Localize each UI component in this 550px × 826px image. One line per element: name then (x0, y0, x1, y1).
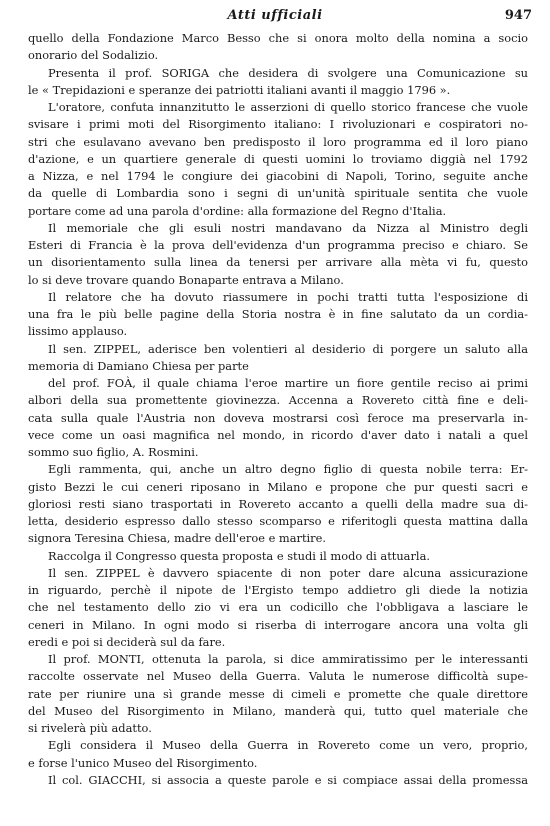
text-line: del prof. FOÀ, il quale chiama l'eroe martire un fiore gentile reciso ai primi (48, 376, 528, 390)
text-line: quello della Fondazione Marco Besso che si onora molto della nomina a socio (28, 31, 528, 45)
text-line: Egli rammenta, qui, anche un altro degno figlio di questa nobile terra: Er- (48, 462, 528, 477)
text-line: si rivelerà più adatto. (28, 721, 152, 735)
text-line: gloriosi resti siano trasportati in Rovereto accanto a quelli della madre sua di- (28, 496, 528, 511)
text-line: che nel testamento dello zio vi era un codicillo che l'obbligava a lasciare le (28, 600, 528, 615)
text-line: L'oratore, confuta innanzitutto le asserzioni di quello storico francese che vuole (48, 100, 528, 114)
text-line: sommo suo figlio, A. Rosmini. (28, 445, 199, 459)
text-line: stri che esulavano avevano ben predisposto il loro programma ed il loro piano (28, 134, 528, 149)
text-line: signora Teresina Chiesa, madre dell'eroe e martire. (28, 531, 326, 546)
text-line: letta, desiderio espresso dallo stesso scomparso e riferitogli questa mattina dalla (28, 514, 528, 528)
text-line: ceneri in Milano. In ogni modo si riserba di interrogare ancora una volta gli (28, 617, 528, 632)
text-line: da quelle di Lombardia sono i segni di un'unità spirituale sentita che vuole (28, 186, 528, 201)
text-line: Presenta il prof. SORIGA che desidera di svolgere una Comunicazione su (48, 65, 528, 80)
text-line: gisto Bezzi le cui ceneri riposano in Milano e propone che pur questi sacri e (28, 479, 528, 494)
text-line: una fra le più belle pagine della Storia nostra è in fine salutato da un cordia- (28, 307, 528, 321)
text-line: rate per riunire una sì grande messe di cimeli e promette che quale direttore (28, 686, 528, 701)
text-line: Il prof. MONTI, ottenuta la parola, si dice ammiratissimo per le interessanti (48, 652, 528, 666)
text-line: Il memoriale che gli esuli nostri mandavano da Nizza al Ministro degli (48, 220, 528, 235)
text-line: lo si deve trovare quando Bonaparte entrava a Milano. (28, 272, 344, 287)
text-line: vece come un oasi magnifica nel mondo, in ricordo d'aver dato i natali a quel (28, 427, 528, 442)
running-title: Atti ufficiali (227, 8, 323, 23)
text-line: un disorientamento sulla linea da tenersi per arrivare alla mèta vi fu, questo (28, 255, 528, 270)
text-line: Raccolga il Congresso questa proposta e studi il modo di attuarla. (48, 548, 430, 563)
text-line: memoria di Damiano Chiesa per parte (28, 358, 249, 373)
text-line: Il sen. ZIPPEL, aderisce ben volentieri al desiderio di porgere un saluto alla (48, 341, 528, 356)
text-line: eredi e poi si deciderà sul da fare. (28, 634, 226, 649)
text-line: portare come ad una parola d'ordine: alla formazione del Regno d'Italia. (28, 203, 447, 218)
text-line: cata sulla quale l'Austria non doveva mostrarsi così feroce ma preservarla in- (28, 410, 528, 425)
text-line: Egli considera il Museo della Guerra in Rovereto come un vero, proprio, (48, 738, 528, 753)
body-text (28, 30, 528, 789)
text-line: e forse l'unico Museo del Risorgimento. (28, 755, 258, 770)
page-number: 947 (504, 8, 532, 23)
text-line: Il relatore che ha dovuto riassumere in pochi tratti tutta l'esposizione di (48, 289, 528, 304)
text-line: Esteri di Francia è la prova dell'evidenza d'un programma preciso e chiaro. Se (28, 238, 528, 252)
text-line: in riguardo, perchè il nipote de l'Ergisto tempo addietro gli diede la notizia (28, 583, 528, 597)
text-line: lissimo applauso. (28, 324, 128, 339)
text-line: del Museo del Risorgimento in Milano, manderà qui, tutto quel materiale che (28, 703, 528, 718)
page-header (0, 6, 550, 28)
text-line: albori della sua promettente giovinezza. Accenna a Rovereto città fine e deli- (28, 393, 528, 408)
text-line: Il sen. ZIPPEL è davvero spiacente di non poter dare alcuna assicurazione (48, 565, 528, 580)
text-line: a Nizza, e nel 1794 le congiure dei giacobini di Napoli, Torino, seguite anche (28, 169, 528, 183)
text-line: raccolte osservate nel Museo della Guerra. Valuta le numerose difficoltà supe- (28, 669, 528, 684)
text-line: le « Trepidazioni e speranze dei patriotti italiani avanti il maggio 1796 ». (28, 82, 451, 97)
text-line: onorario del Sodalizio. (28, 48, 159, 63)
text-line: svisare i primi moti del Risorgimento italiano: I rivoluzionari e cospiratori no- (28, 117, 528, 132)
text-line: Il col. GIACCHI, si associa a queste parole e si compiace assai della promessa (48, 772, 528, 787)
text-line: d'azione, e un quartiere generale di questi uomini lo troviamo diggià nel 1792 (28, 151, 528, 166)
